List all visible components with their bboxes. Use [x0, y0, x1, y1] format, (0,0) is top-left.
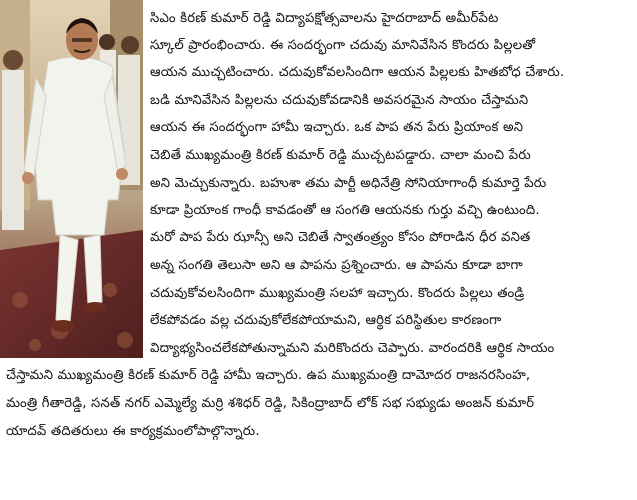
article-line-5: ఆయన ఈ సందర్భంగా హామీ ఇచ్చారు. ఒక పాప తన పేరు ప్రియాంక అని — [150, 120, 524, 135]
article-line-7: అని మెచ్చుకున్నారు. బహుశా తమ పార్టీ అధినేత్రి సోనియాగాంధీ కుమార్తె పేరు — [150, 176, 547, 191]
person-photo-icon — [0, 0, 143, 358]
article-line-11: చదువుకోవలసిందిగా ముఖ్యమంత్రి సలహా ఇచ్చారు. కొందరు పిల్లలు తండ్రి — [150, 286, 525, 301]
article-line-3: ఆయన ముచ్చటించారు. చదువుకోవలసిందిగా ఆయన పిల్లలకు హితబోధ చేశారు. — [150, 65, 565, 80]
article-line-12: లేకపోవడం వల్ల చదువుకోలేకపోయామని, ఆర్థిక పరిస్థితుల కారణంగా — [150, 313, 502, 328]
article-line-15: మంత్రి గీతారెడ్డి, సనత్ నగర్ ఎమ్మెల్యే మర్రి శశిధర్ రెడ్డి, సికింద్రాబాద్ లోక్ సభ సభ్యుడు అంజన్ కుమార్ — [6, 396, 535, 411]
article-line-9: మరో పాప పేరు ఝాన్సీ అని చెబితే స్వాతంత్ర్యం కోసం పోరాడిన ధీర వనిత — [150, 230, 531, 245]
article-line-1: సిఎం కిరణ్ కుమార్ రెడ్డి విద్యాపక్షోత్సవాలను హైదరాబాద్ అమీర్‌పేట — [150, 11, 499, 26]
article-line-16: యాదవ్ తదితరులు ఈ కార్యక్రమంలోపాల్గొన్నారు. — [6, 424, 260, 439]
article-line-8: కూడా ప్రియాంక గాంధీ కావడంతో ఆ సంగతి ఆయనకు గుర్తు వచ్చి ఉంటుంది. — [150, 203, 540, 218]
article-line-13: విద్యాభ్యసించలేకపోతున్నామని మరికొందరు చెప్పారు. వారందరికి ఆర్థిక సాయం — [150, 341, 555, 356]
article-line-4: బడి మానివేసిన పిల్లలను చదువుకోవడానికి అవసరమైన సాయం చేస్తామని — [150, 93, 529, 108]
article-line-14: చేస్తామని ముఖ్యమంత్రి కిరణ్ కుమార్ రెడ్డి హామీ ఇచ్చారు. ఉప ముఖ్యమంత్రి దామోదర రాజనరసింహ, — [6, 368, 531, 383]
article-line-10: అన్న సంగతి తెలుసా అని ఆ పాపను ప్రశ్నించారు. ఆ పాపను కూడా బాగా — [150, 258, 523, 273]
cm-photo — [0, 0, 143, 358]
article-line-2: స్కూల్ ప్రారంభించారు. ఈ సందర్భంగా చదువు మానివేసిన కొందరు పిల్లలతో — [150, 38, 536, 53]
article-line-6: చెబితే ముఖ్యమంత్రి కిరణ్ కుమార్ రెడ్డి ముచ్చటపడ్డారు. చాలా మంచి పేరు — [150, 148, 531, 163]
